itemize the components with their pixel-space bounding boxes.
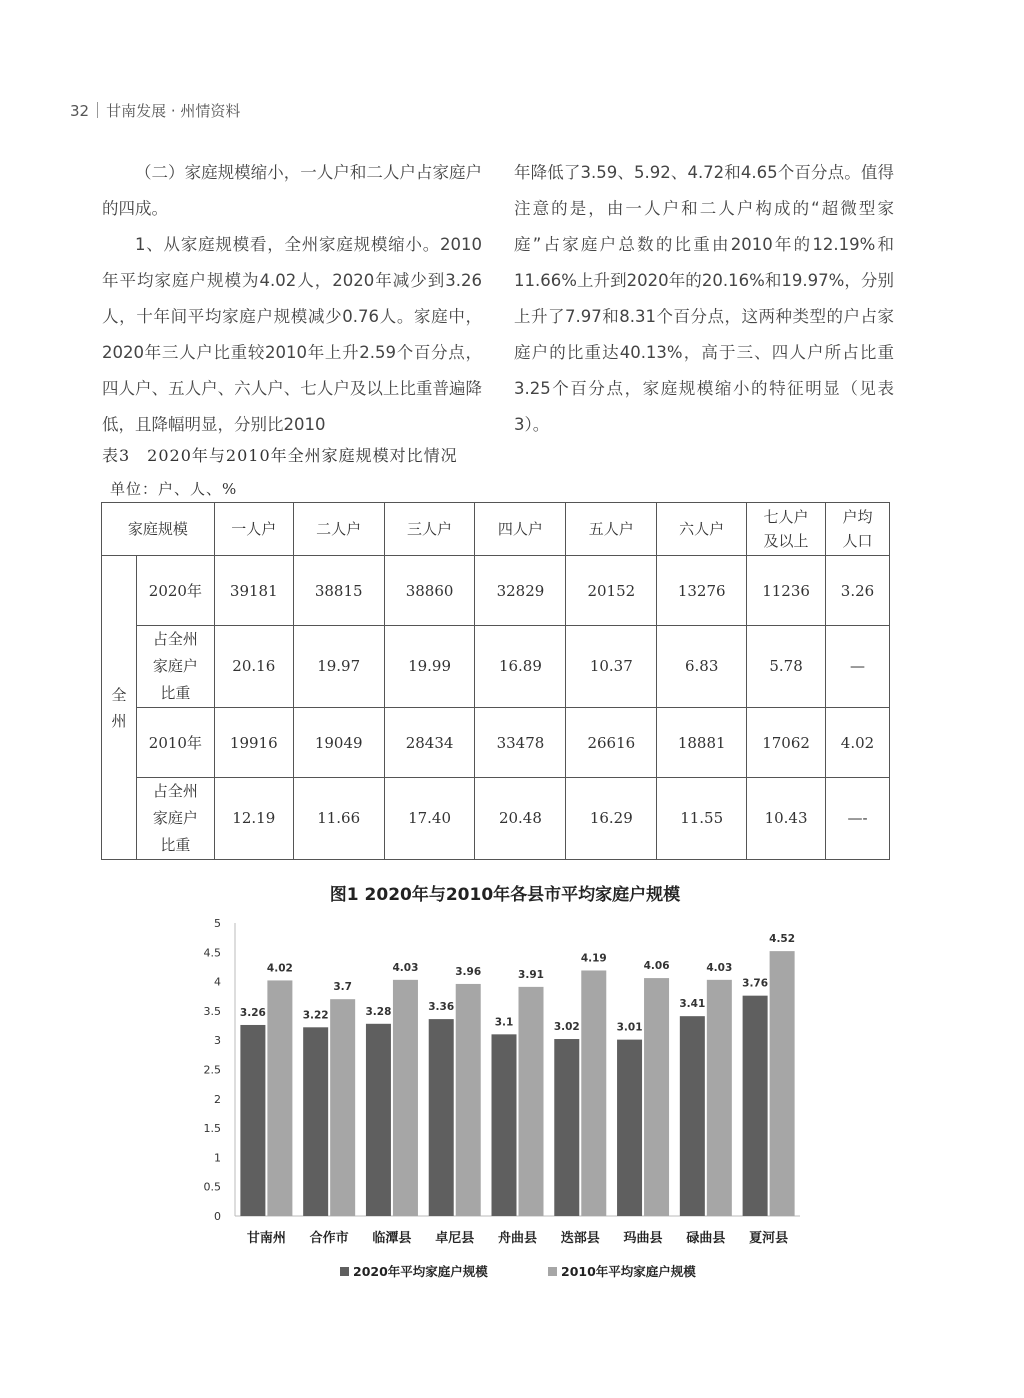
y-tick-label: 1 [214, 1151, 221, 1165]
bar-2020 [303, 1027, 328, 1216]
y-tick-label: 2.5 [203, 1063, 221, 1077]
header-cell: 二人户 [293, 503, 384, 556]
header-cell: 五人户 [566, 503, 657, 556]
table-title: 表3 2020年与2010年全州家庭规模对比情况 [102, 446, 458, 465]
data-label: 3.26 [239, 1006, 266, 1019]
table-cell: 10.37 [566, 626, 657, 708]
bar-2010 [581, 970, 606, 1216]
table-cell: 16.29 [566, 778, 657, 860]
bar-2020 [429, 1019, 454, 1216]
page-number: 32 [70, 102, 90, 120]
table-cell: 16.89 [475, 626, 566, 708]
header-cell: 四人户 [475, 503, 566, 556]
table-cell: 38815 [293, 556, 384, 626]
table-cell: 19916 [214, 708, 293, 778]
x-tick-label: 合作市 [309, 1231, 349, 1246]
bar-2010 [393, 980, 418, 1216]
bar-2010 [707, 980, 732, 1216]
table-cell: 19.97 [293, 626, 384, 708]
table-cell: 20.48 [475, 778, 566, 860]
table-cell: —- [826, 778, 890, 860]
bar-2020 [492, 1034, 517, 1216]
header-divider [97, 102, 98, 118]
table-row [102, 626, 890, 708]
body-paragraph-left: 1、从家庭规模看，全州家庭规模缩小。2010年平均家庭户规模为4.02人，2020年减少到3.26人，十年间平均家庭户规模减少0.76人。家庭中，2020年三人户比重较2010年上升2.59个百分点，四人户、五人户、六人户、七人户及以上比重普遍降低，且降幅明显，分别比2010 [102, 235, 482, 434]
x-tick-label: 碌曲县 [686, 1231, 726, 1246]
y-tick-label: 0 [214, 1210, 221, 1223]
table-row [102, 778, 890, 860]
bar-2010 [267, 980, 292, 1216]
page-header [70, 100, 240, 121]
y-tick-label: 5 [214, 917, 221, 930]
data-label: 3.7 [333, 981, 352, 994]
table-cell: 12.19 [214, 778, 293, 860]
book-title: 甘南发展 · 州情资料 [106, 102, 241, 120]
legend-label: 2020年平均家庭户规模 [353, 1264, 488, 1279]
header-cell: 家庭规模 [102, 503, 215, 556]
table-cell: 11.55 [657, 778, 747, 860]
table-cell: 11.66 [293, 778, 384, 860]
data-label: 4.03 [706, 961, 733, 974]
table-cell: 33478 [475, 708, 566, 778]
header-cell: 三人户 [384, 503, 475, 556]
table-cell: 10.43 [747, 778, 826, 860]
bar-2010 [770, 951, 795, 1216]
y-tick-label: 4 [214, 975, 221, 989]
table-cell: 3.26 [826, 556, 890, 626]
bar-2020 [366, 1024, 391, 1216]
y-tick-label: 2 [214, 1092, 221, 1106]
bar-2010 [519, 987, 544, 1216]
data-label: 3.28 [365, 1005, 392, 1018]
data-label: 3.22 [302, 1009, 329, 1022]
left-column [102, 155, 482, 443]
bar-2010 [456, 984, 481, 1216]
data-label: 3.96 [455, 965, 482, 978]
table-row [102, 556, 890, 626]
x-tick-label: 迭部县 [560, 1231, 600, 1246]
x-tick-label: 舟曲县 [497, 1231, 538, 1246]
x-tick-label: 甘南州 [246, 1231, 286, 1246]
table-cell: 5.78 [747, 626, 826, 708]
row-label: 2020年 [136, 556, 214, 626]
bar-2020 [240, 1025, 265, 1216]
data-label: 4.03 [392, 961, 419, 974]
y-tick-label: 0.5 [203, 1180, 221, 1194]
data-label: 3.1 [494, 1016, 514, 1029]
bar-2020 [680, 1016, 705, 1216]
family-size-table [101, 502, 890, 860]
data-label: 3.41 [679, 998, 706, 1011]
right-column [514, 155, 894, 443]
x-tick-label: 临潭县 [372, 1231, 412, 1246]
body-paragraph-right: 年降低了3.59、5.92、4.72和4.65个百分点。值得注意的是，由一人户和二人户构成的“超微型家庭”占家庭户总数的比重由2010年的12.19%和11.66%上升到2020年的20.16%和19.97%，分别上升了7.97和8.31个百分点，这两种类型的户占家庭户的比重达40.13%，高于三、四人户所占比重3.25个百分点，家庭规模缩小的特征明显（见表3）。 [514, 163, 894, 434]
table-cell: 19.99 [384, 626, 475, 708]
bar-2020 [554, 1039, 579, 1216]
data-label: 3.02 [553, 1021, 580, 1034]
legend-swatch [340, 1267, 349, 1276]
bar-2020 [617, 1040, 642, 1216]
bar-chart [180, 878, 830, 1298]
y-tick-label: 4.5 [203, 946, 221, 960]
legend-swatch [548, 1267, 557, 1276]
table-cell: 20152 [566, 556, 657, 626]
data-label: 3.01 [616, 1021, 643, 1034]
table-header-row [102, 503, 890, 556]
table-cell: 11236 [747, 556, 826, 626]
table-cell: 6.83 [657, 626, 747, 708]
y-tick-label: 3.5 [203, 1004, 221, 1018]
header-cell: 六人户 [657, 503, 747, 556]
data-label: 3.76 [742, 977, 769, 990]
table-cell: 38860 [384, 556, 475, 626]
x-tick-label: 卓尼县 [435, 1231, 475, 1246]
table-row [102, 708, 890, 778]
bar-2020 [743, 996, 768, 1216]
x-tick-label: 玛曲县 [623, 1231, 663, 1246]
chart-title: 图1 2020年与2010年各县市平均家庭户规模 [329, 885, 681, 905]
y-tick-label: 3 [214, 1034, 221, 1048]
bar-2010 [644, 978, 669, 1216]
table-cell: 17062 [747, 708, 826, 778]
table-cell: — [826, 626, 890, 708]
table-cell: 18881 [657, 708, 747, 778]
table-cell: 20.16 [214, 626, 293, 708]
region-label: 全州 [102, 556, 137, 860]
data-label: 3.36 [428, 1001, 455, 1014]
bar-2010 [330, 999, 355, 1216]
table-cell: 4.02 [826, 708, 890, 778]
table-cell: 32829 [475, 556, 566, 626]
legend-label: 2010年平均家庭户规模 [561, 1264, 696, 1279]
table-cell: 13276 [657, 556, 747, 626]
table-cell: 17.40 [384, 778, 475, 860]
data-label: 3.91 [518, 968, 544, 981]
row-label: 占全州家庭户比重 [136, 626, 214, 708]
y-tick-label: 1.5 [203, 1122, 221, 1136]
table-cell: 19049 [293, 708, 384, 778]
data-label: 4.02 [266, 962, 293, 975]
table-unit: 单位：户、人、% [110, 480, 238, 498]
data-label: 4.52 [769, 933, 796, 946]
table-cell: 28434 [384, 708, 475, 778]
row-label: 2010年 [136, 708, 214, 778]
data-label: 4.19 [580, 952, 607, 965]
section-heading: （二）家庭规模缩小，一人户和二人户占家庭户的四成。 [102, 163, 482, 218]
table-cell: 26616 [566, 708, 657, 778]
header-cell: 一人户 [214, 503, 293, 556]
header-cell: 户均人口 [826, 503, 890, 556]
table-cell: 39181 [214, 556, 293, 626]
data-label: 4.06 [643, 960, 670, 973]
x-tick-label: 夏河县 [749, 1231, 789, 1246]
chart-svg [180, 878, 830, 1298]
header-cell: 七人户及以上 [747, 503, 826, 556]
row-label: 占全州家庭户比重 [136, 778, 214, 860]
